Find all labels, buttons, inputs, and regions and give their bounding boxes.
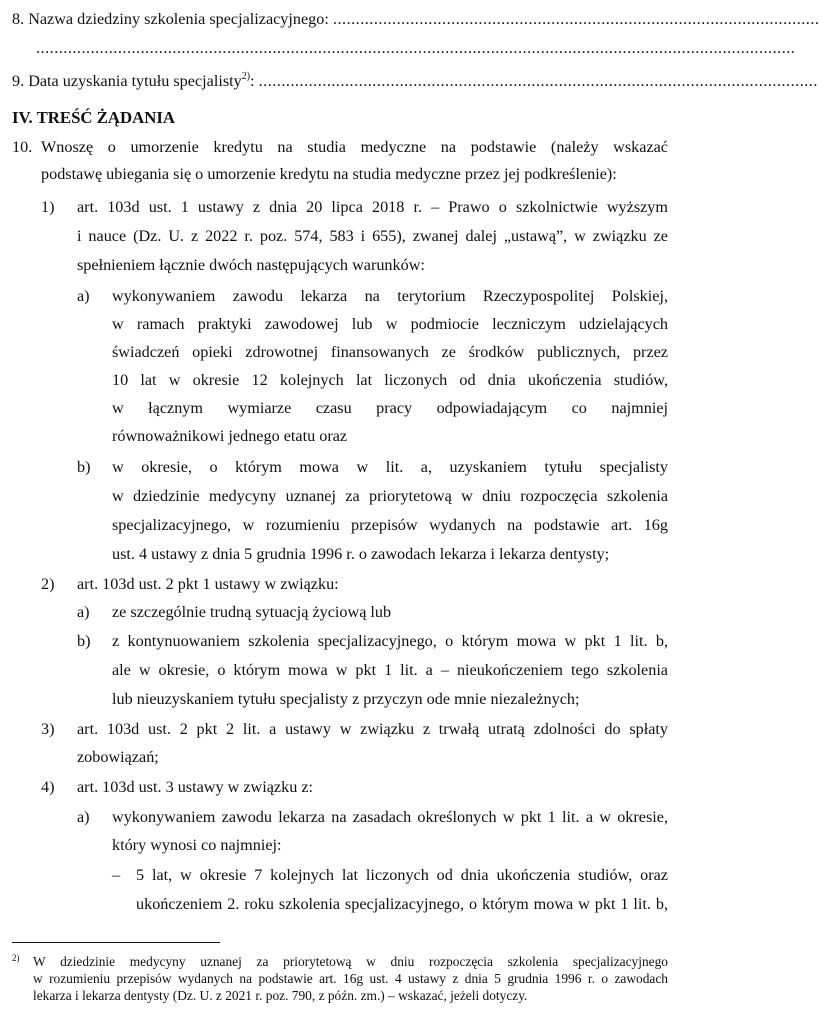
- letter-a: a): [77, 808, 90, 826]
- point-4a-dash-line1[interactable]: 5 lat, w okresie 7 kolejnych lat liczonych od dnia ukończenia studiów, oraz: [136, 866, 668, 884]
- point-1a-line5[interactable]: w łącznym wymiarze czasu pracy odpowiadającym co najmniej: [112, 399, 668, 417]
- point-2b-line1[interactable]: z kontynuowaniem szkolenia specjalizacyjnego, o którym mowa w pkt 1 lit. b,: [112, 632, 668, 650]
- field-label: Nazwa dziedziny szkolenia specjalizacyjnego:: [28, 10, 329, 28]
- point-1a-line2[interactable]: w ramach praktyki zawodowej lub w podmiocie leczniczym udzielających: [112, 315, 668, 333]
- letter-b: b): [77, 458, 91, 476]
- point-2b-line3[interactable]: lub nieuzyskaniem tytułu specjalisty z przyczyn ode mnie niezależnych;: [112, 690, 580, 708]
- field-specialist-title-date: 9. Data uzyskania tytułu specjalisty$^{2)}$: ...........................................................................................................................: [12, 70, 818, 90]
- item-number: 9.: [12, 72, 25, 90]
- point-1a-line3[interactable]: świadczeń opieki zdrowotnej finansowanych ze środków publicznych, przez: [112, 343, 668, 361]
- point-number: 1): [41, 198, 55, 216]
- point-number: 2): [41, 575, 55, 593]
- fill-in-dots[interactable]: ...........................................................................................................: [332, 10, 819, 28]
- footnote-line3: lekarza i lekarza dentysty (Dz. U. z 2021 r. poz. 790, z późn. zm.) – wskazać, jeżeli dotyczy.: [33, 988, 528, 1003]
- point-1-line2[interactable]: i nauce (Dz. U. z 2022 r. poz. 574, 583 i 655), zwanej dalej „ustawą”, w związku ze: [77, 227, 668, 245]
- footnote-line2: w rozumieniu przepisów wydanych na podstawie art. 16g ust. 4 ustawy z dnia 5 grudnia 1996 r. o zawodach: [33, 971, 668, 986]
- point-4a-dash-line2[interactable]: ukończeniem 2. roku szkolenia specjalizacyjnego, o którym mowa w pkt 1 lit. b,: [136, 895, 668, 913]
- footnote-ref: 2): [241, 70, 251, 82]
- point-1a-line4[interactable]: 10 lat w okresie 12 kolejnych lat liczonych od dnia ukończenia studiów,: [112, 371, 668, 389]
- field-specialization-name: [12, 8, 819, 30]
- fill-in-dots[interactable]: ...........................................................................................................................: [258, 72, 818, 90]
- point-2a-line1[interactable]: ze szczególnie trudną sytuacją życiową lub: [112, 603, 392, 621]
- request-text-line2: podstawę ubiegania się o umorzenie kredytu na studia medyczne przez jej podkreślenie):: [41, 165, 617, 183]
- point-1-line1[interactable]: art. 103d ust. 1 ustawy z dnia 20 lipca 2018 r. – Prawo o szkolnictwie wyższym: [77, 198, 668, 216]
- section-title: IV. TREŚĆ ŻĄDANIA: [12, 108, 176, 127]
- fill-in-dots[interactable]: .......................................................................................................................................................................: [36, 39, 796, 57]
- point-number: 4): [41, 778, 55, 796]
- point-1b-line2[interactable]: w dziedzinie medycyny uznanej za priorytetową w dniu rozpoczęcia szkolenia: [112, 487, 668, 505]
- point-3-line2[interactable]: zobowiązań;: [77, 748, 159, 766]
- point-3-line1[interactable]: art. 103d ust. 2 pkt 2 lit. a ustawy w związku z trwałą utratą zdolności do spłaty: [77, 720, 668, 738]
- point-2b-line2[interactable]: ale w okresie, o którym mowa w pkt 1 lit. a – nieukończeniem tego szkolenia: [112, 661, 668, 679]
- item-number: 8.: [12, 10, 25, 28]
- point-4a-line2[interactable]: który wynosi co najmniej:: [112, 836, 282, 854]
- footnote-marker: 2): [12, 953, 20, 963]
- field-label: Data uzyskania tytułu specjalisty: [28, 72, 242, 90]
- footnote-line1: W dziedzinie medycyny uznanej za priorytetową w dniu rozpoczęcia szkolenia specjalizacyjnego: [33, 954, 668, 969]
- point-4-line1[interactable]: art. 103d ust. 3 ustawy w związku z:: [77, 778, 314, 796]
- point-4a-line1[interactable]: wykonywaniem zawodu lekarza na zasadach określonych w pkt 1 lit. a w okresie,: [112, 808, 668, 826]
- request-text-line1: Wnoszę o umorzenie kredytu na studia medyczne na podstawie (należy wskazać: [41, 138, 668, 156]
- point-1-line3[interactable]: spełnieniem łącznie dwóch następujących warunków:: [77, 256, 425, 274]
- field-specialization-name-line2: [36, 37, 796, 59]
- point-1a-line1[interactable]: wykonywaniem zawodu lekarza na terytorium Rzeczypospolitej Polskiej,: [112, 287, 668, 305]
- point-1b-line3[interactable]: specjalizacyjnego, w rozumieniu przepisów wydanych na podstawie art. 16g: [112, 516, 668, 534]
- point-1a-line6[interactable]: równoważnikowi jednego etatu oraz: [112, 427, 348, 445]
- dash-marker: –: [112, 866, 121, 884]
- point-number: 3): [41, 720, 55, 738]
- footnote-separator: [12, 942, 220, 943]
- section-heading: [12, 107, 175, 129]
- letter-a: a): [77, 287, 90, 305]
- letter-b: b): [77, 632, 91, 650]
- point-2-line1[interactable]: art. 103d ust. 2 pkt 1 ustawy w związku:: [77, 575, 339, 593]
- point-1b-line1[interactable]: w okresie, o którym mowa w lit. a, uzyskaniem tytułu specjalisty: [112, 458, 668, 476]
- point-1b-line4[interactable]: ust. 4 ustawy z dnia 5 grudnia 1996 r. o zawodach lekarza i lekarza dentysty;: [112, 545, 610, 563]
- letter-a: a): [77, 603, 90, 621]
- item-number: 10.: [12, 138, 33, 156]
